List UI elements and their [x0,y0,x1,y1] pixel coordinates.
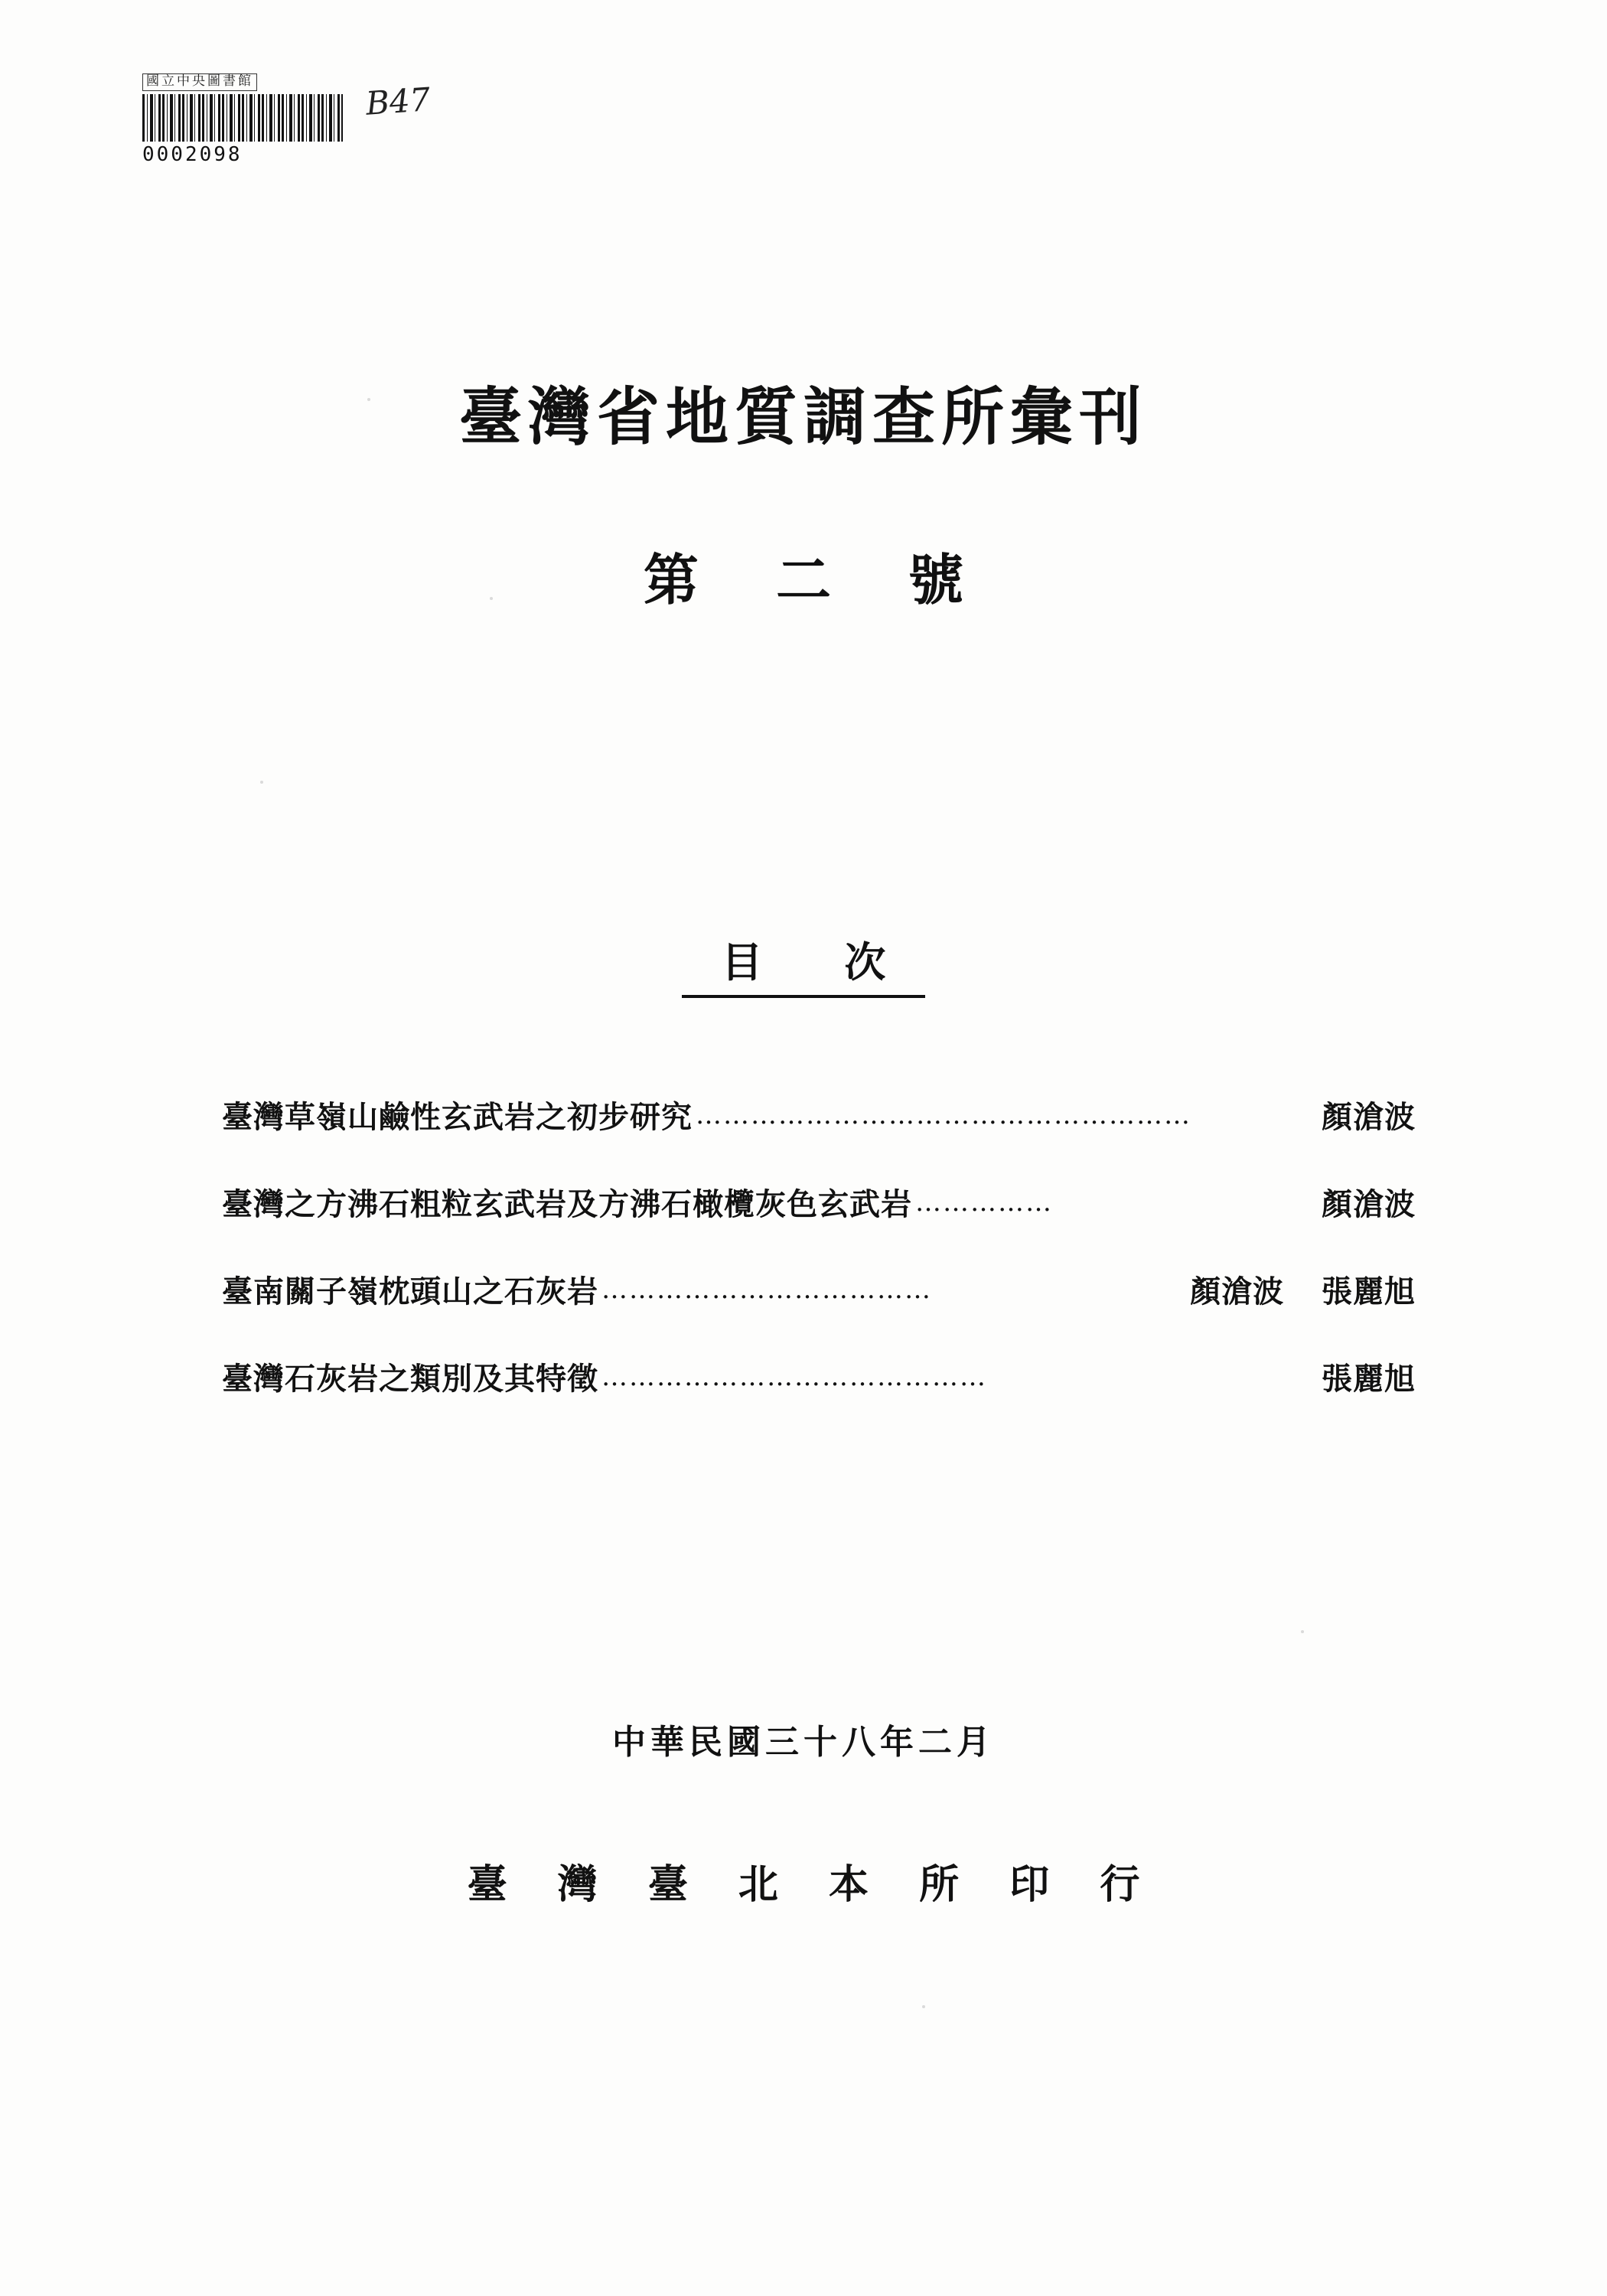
library-stamp [142,73,349,166]
list-item[interactable] [222,1099,1416,1135]
toc-leader-dots: …………… [915,1189,1053,1215]
toc-entry-title: 臺灣之方沸石粗粒玄武岩及方沸石橄欖灰色玄武岩 [222,1186,912,1222]
list-item[interactable] [222,1361,1416,1397]
publisher-imprint: 臺 灣 臺 北 本 所 印 行 [467,1861,1159,1908]
scan-speck [922,2005,925,2008]
list-item[interactable] [222,1274,1416,1309]
library-name: 國立中央圖書館 [142,73,257,91]
toc-leader-dots: ……………………………… [601,1277,932,1303]
list-item[interactable] [222,1186,1416,1222]
toc-entry-authors: 張麗旭 [1322,1361,1416,1397]
scan-speck [260,781,263,784]
toc-entry-authors: 顏滄波 [1322,1186,1416,1222]
scan-speck [490,597,493,600]
barcode-icon [142,94,343,142]
contents-heading [0,930,1607,998]
page-title: 臺灣省地質調查所彙刊 [458,380,1148,454]
toc-leader-dots: ……………………………………………… [696,1102,1191,1128]
toc-entry-title: 臺灣草嶺山鹼性玄武岩之初步研究 [222,1099,693,1135]
toc-leader-dots: …………………………………… [601,1364,987,1390]
toc-entry-title: 臺南關子嶺枕頭山之石灰岩 [222,1274,598,1309]
issue-number: 第 二 號 [643,547,993,612]
toc-entry-title: 臺灣石灰岩之類別及其特徵 [222,1361,598,1397]
contents-heading-label: 目 次 [682,930,926,998]
table-of-contents [222,1099,1416,1451]
scan-speck [1301,1630,1304,1633]
toc-author-secondary: 張麗旭 [1322,1274,1416,1309]
publication-date: 中華民國三十八年二月 [612,1723,995,1762]
shelfmark-annotation: B47 [364,80,432,122]
barcode-number: 0002098 [142,142,243,166]
toc-author-primary: 顏滄波 [1190,1274,1285,1309]
scan-speck [367,398,370,401]
toc-entry-authors [1187,1274,1416,1309]
toc-entry-authors: 顏滄波 [1322,1099,1416,1135]
